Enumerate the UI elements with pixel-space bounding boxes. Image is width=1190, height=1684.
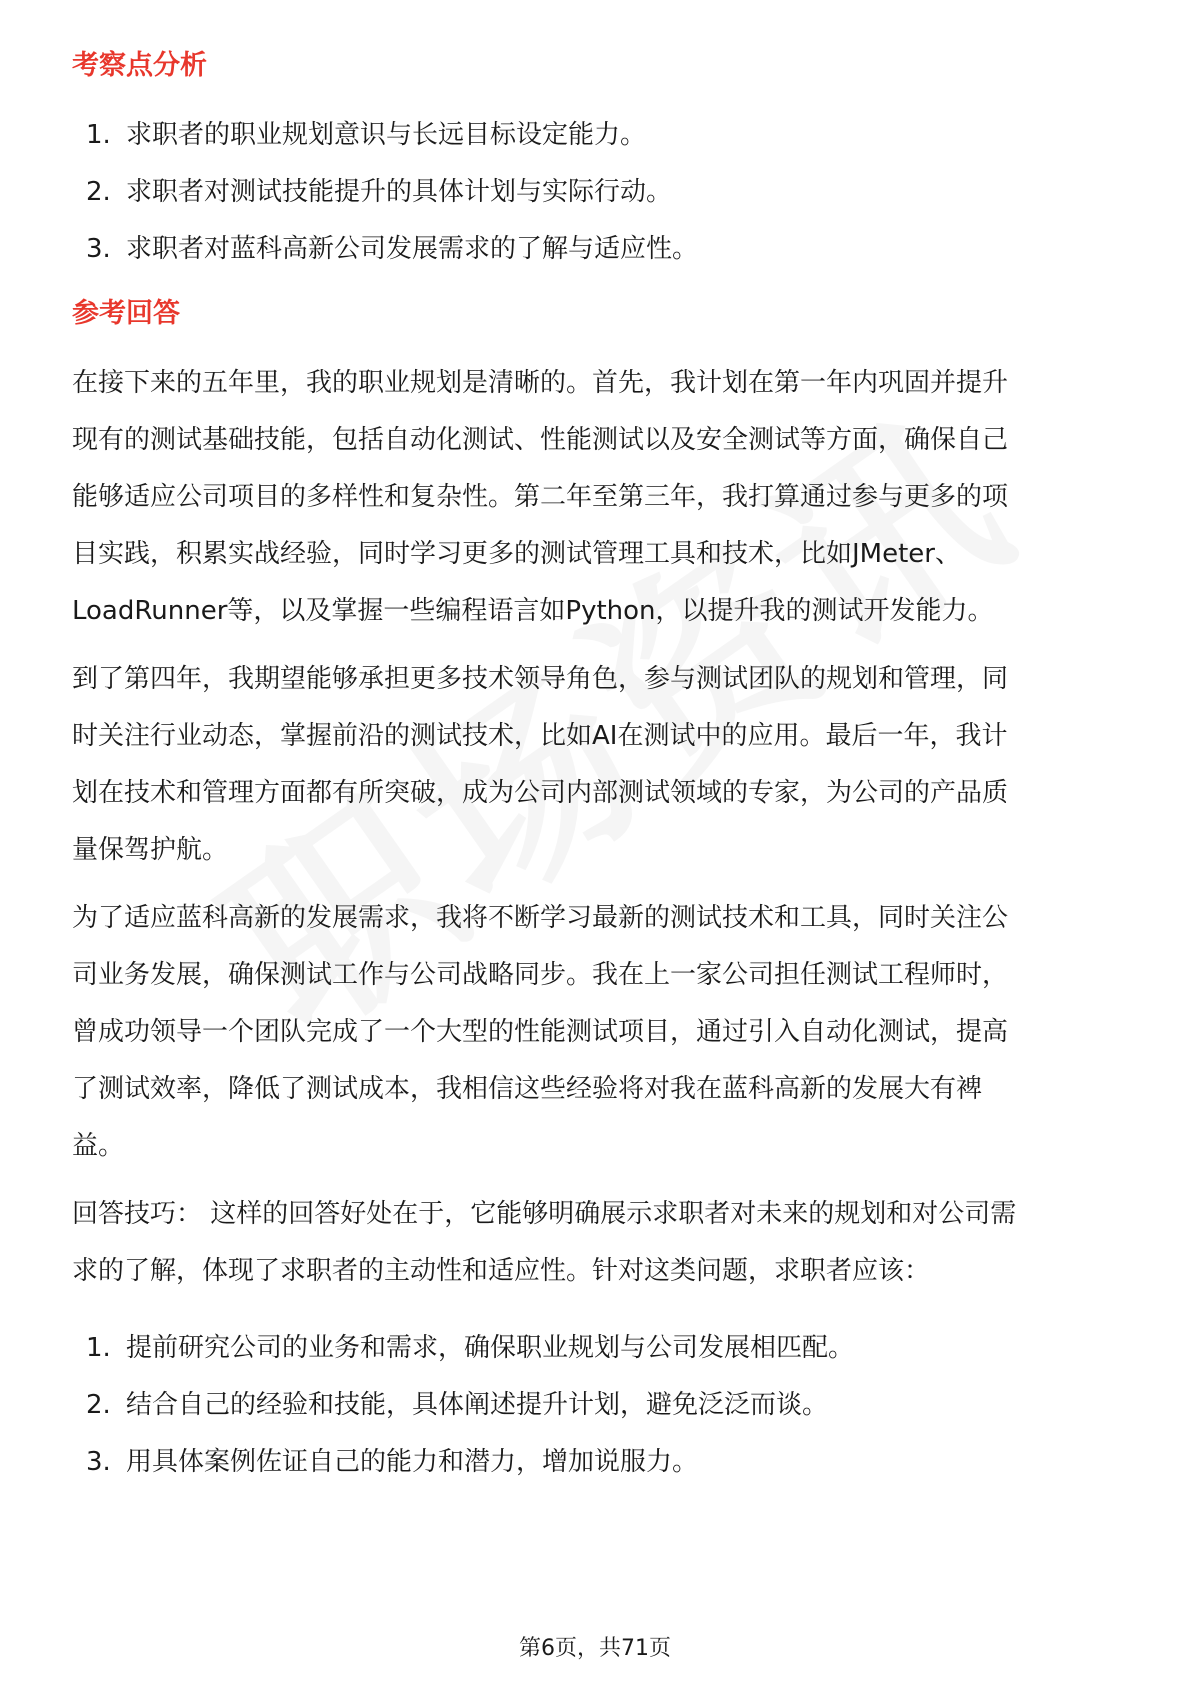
- list-item: 1. 求职者的职业规划意识与长远目标设定能力。: [86, 120, 647, 150]
- analysis-list: [72, 107, 1122, 278]
- page-number: 第6页，共71页: [519, 1636, 671, 1661]
- tips-list: [72, 1320, 1122, 1491]
- list-item: 1. 提前研究公司的业务和需求，确保职业规划与公司发展相匹配。: [86, 1333, 855, 1363]
- section-title-analysis: 考察点分析: [72, 50, 207, 81]
- list-item: 2. 结合自己的经验和技能，具体阐述提升计划，避免泛泛而谈。: [86, 1390, 829, 1420]
- list-item: 2. 求职者对测试技能提升的具体计划与实际行动。: [86, 177, 673, 207]
- list-item: 3. 求职者对蓝科高新公司发展需求的了解与适应性。: [86, 234, 699, 264]
- answer-tips: 回答技巧： 这样的回答好处在于，它能够明确展示求职者对未来的规划和对公司需 求的了解，体现了求职者的主动性和适应性。针对这类问题，求职者应该：: [72, 1199, 1017, 1286]
- section-title-answer: 参考回答: [72, 298, 180, 329]
- answer-paragraph-2: 到了第四年，我期望能够承担更多技术领导角色，参与测试团队的规划和管理，同 时关注行业动态，掌握前沿的测试技术，比如AI在测试中的应用。最后一年，我计 划在技术和管理方面都有所突破，成为公司内部测试领域的专家，为公司的产品质 量保驾护航。: [72, 664, 1009, 865]
- list-item: 3. 用具体案例佐证自己的能力和潜力，增加说服力。: [86, 1447, 699, 1477]
- answer-paragraph-1: 在接下来的五年里，我的职业规划是清晰的。首先，我计划在第一年内巩固并提升 现有的测试基础技能，包括自动化测试、性能测试以及安全测试等方面，确保自己 能够适应公司项目的多样性和复杂性。第二年至第三年，我打算通过参与更多的项 目实践，积累实战经验，同时学习更多的测试管理工具和技术，比如JMeter、 LoadRunner等，以及掌握一些编程语言如Python，以提升我的测试开发能力。: [72, 368, 1009, 626]
- answer-paragraph-3: 为了适应蓝科高新的发展需求，我将不断学习最新的测试技术和工具，同时关注公 司业务发展，确保测试工作与公司战略同步。我在上一家公司担任测试工程师时， 曾成功领导一个团队完成了一个大型的性能测试项目，通过引入自动化测试，提高 了测试效率，降低了测试成本，我相信这些经验将对我在蓝科高新的发展大有裨 益。: [72, 903, 1009, 1161]
